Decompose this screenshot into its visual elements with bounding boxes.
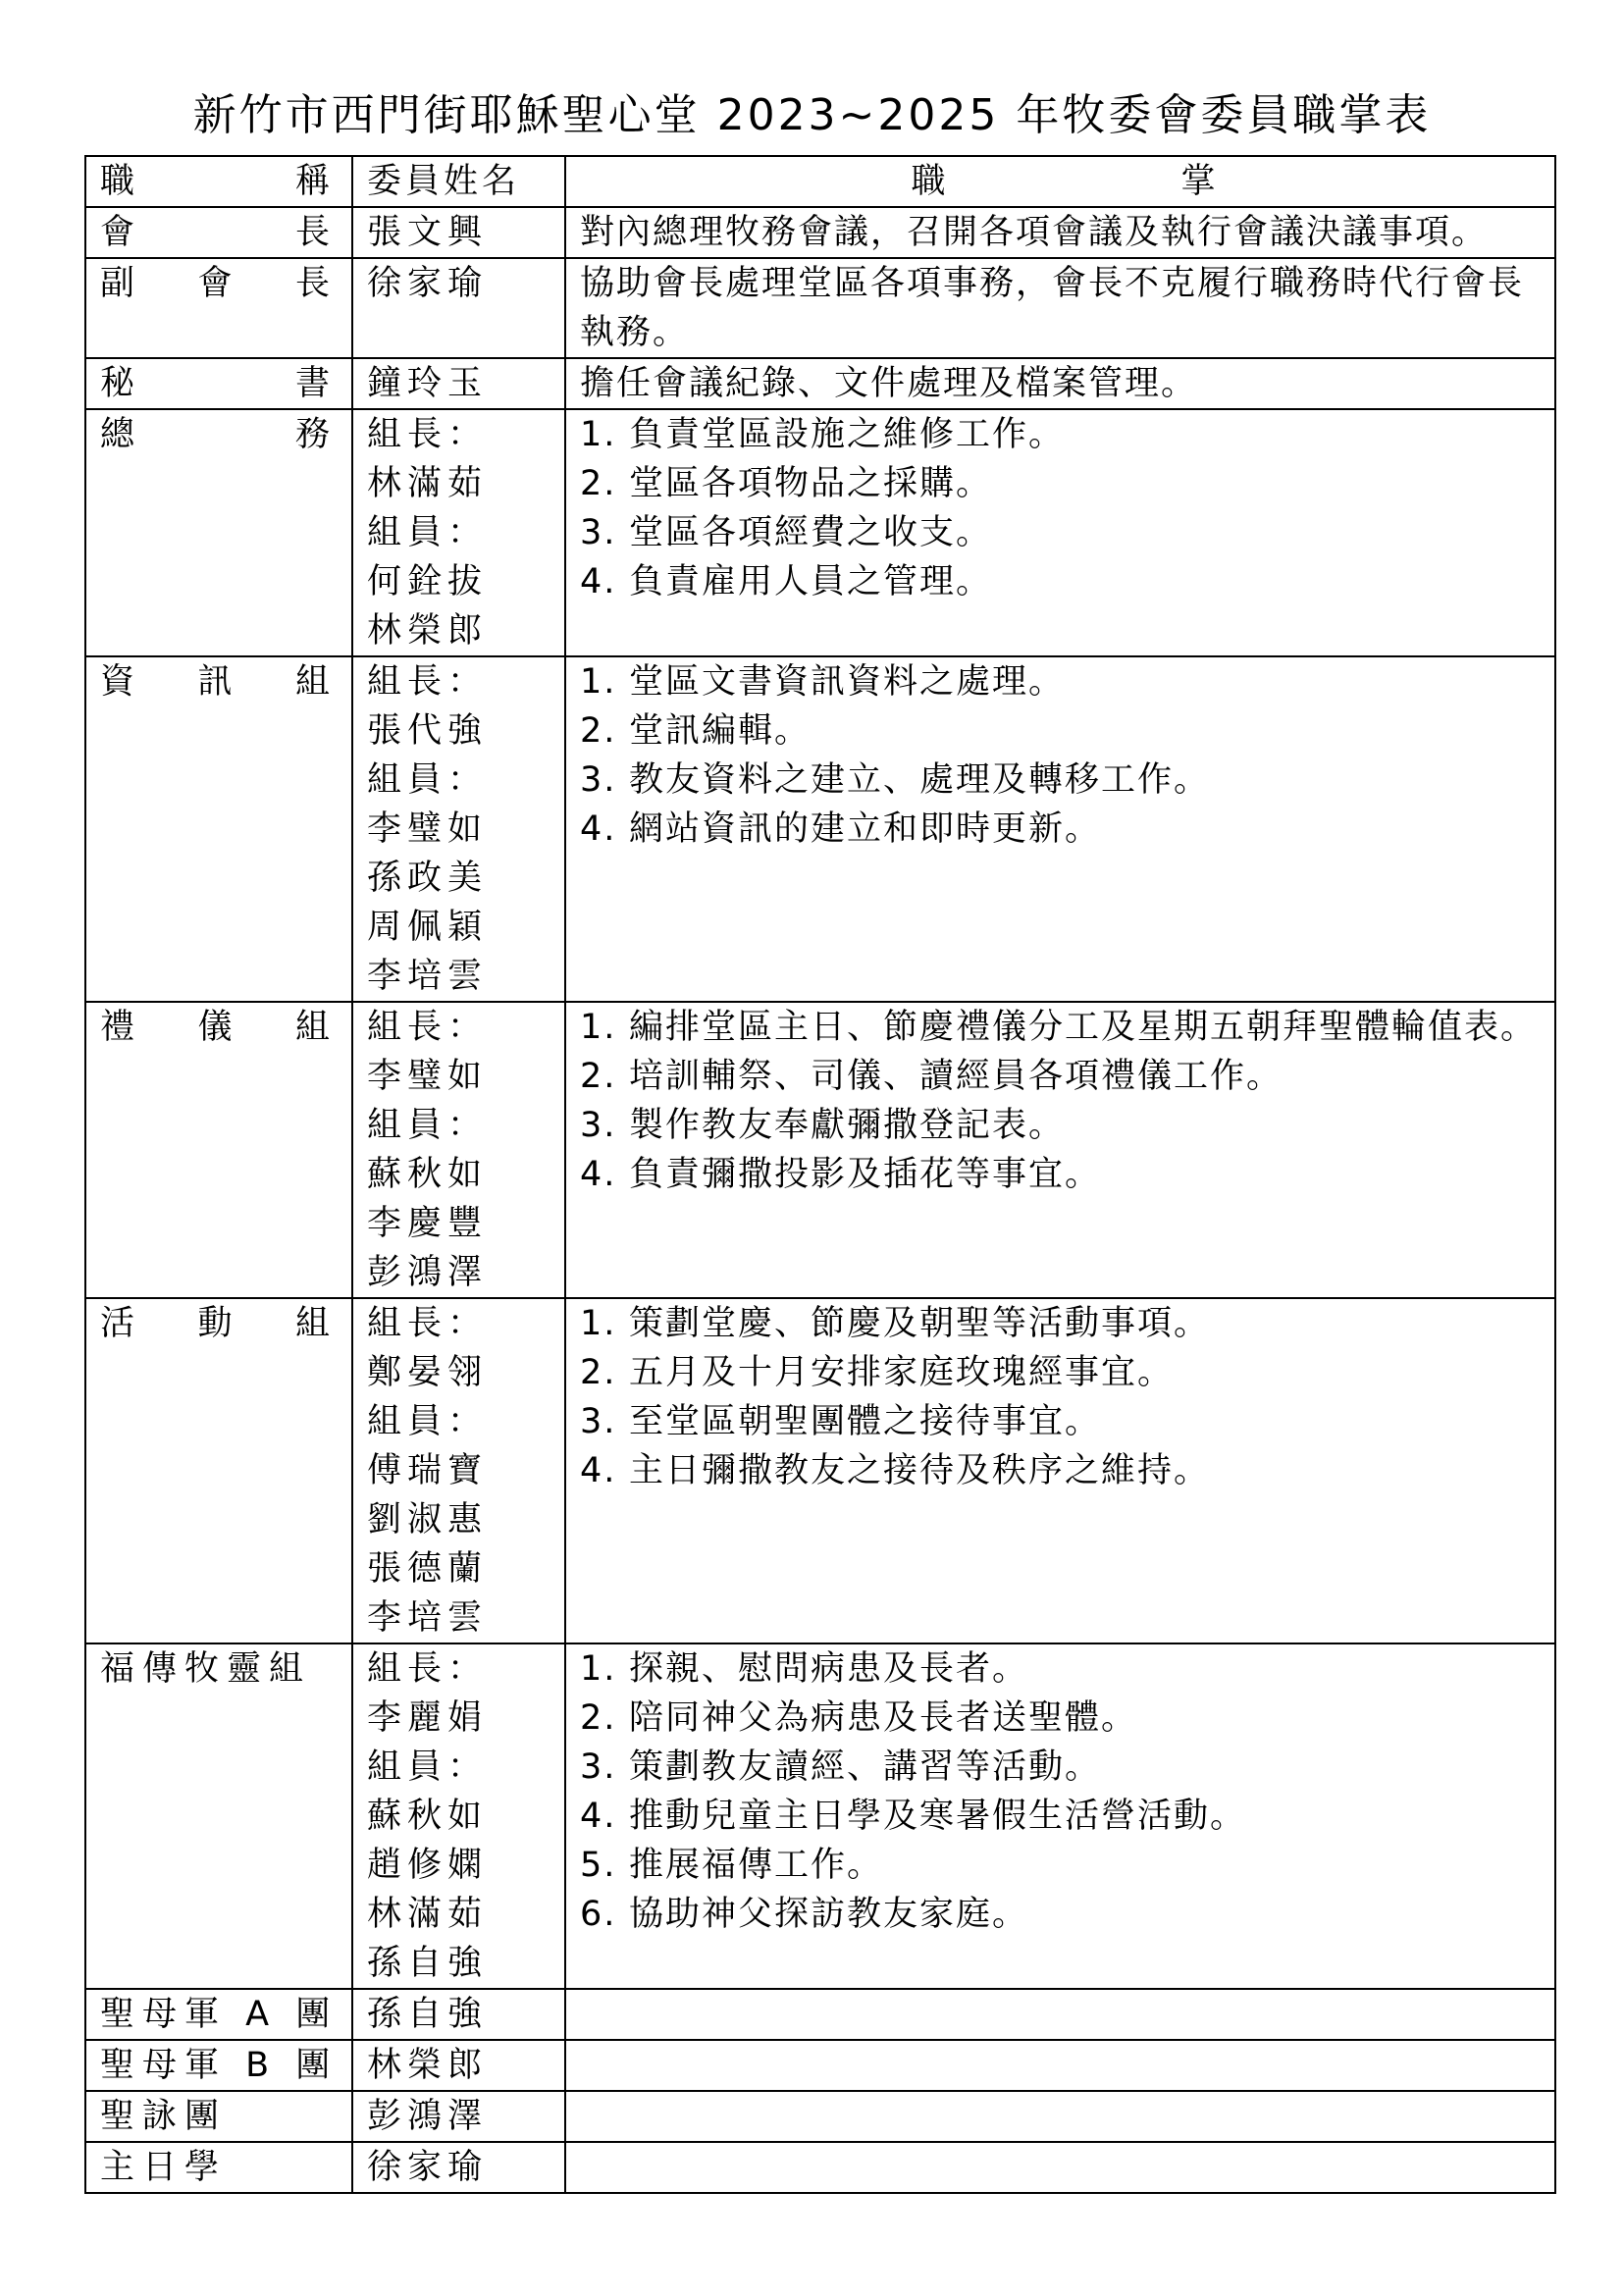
duty-table: [84, 155, 1556, 2194]
role-title-cell: [85, 656, 352, 1002]
duty-text: 教友資料之建立、處理及轉移工作。: [629, 760, 1211, 800]
duty-number: 2.: [580, 1698, 617, 1738]
table-row: [85, 2091, 1555, 2142]
duty-number: 2.: [580, 1057, 617, 1096]
duty-number: 4.: [580, 1451, 617, 1490]
table-row: [85, 207, 1555, 258]
role-title-char: 資: [100, 662, 135, 702]
role-title-cell: [85, 1298, 352, 1643]
table-row: [85, 358, 1555, 409]
duty-item: [580, 508, 1546, 557]
duty-item: [580, 1101, 1546, 1150]
duties-cell: [565, 1298, 1555, 1643]
member-names-cell: [352, 258, 565, 358]
duties-cell: [565, 258, 1555, 358]
member-name: 林滿茹: [367, 1895, 489, 1934]
duties-cell: [565, 656, 1555, 1002]
member-name: 徐家瑜: [367, 2148, 489, 2187]
duty-number: 1.: [580, 1304, 617, 1343]
duties-cell: [565, 358, 1555, 409]
role-title: 聖詠團: [100, 2097, 228, 2136]
role-title-char: 會: [100, 213, 135, 252]
role-title: 聖母軍 B 團: [100, 2046, 339, 2085]
role-title-cell: [85, 1643, 352, 1989]
member-name: 林榮郎: [367, 611, 489, 651]
duty-text: 陪同神父為病患及長者送聖體。: [629, 1698, 1138, 1738]
duty-text: 推動兒童主日學及寒暑假生活營活動。: [629, 1797, 1247, 1836]
table-row: [85, 1298, 1555, 1643]
member-names-cell: [352, 1989, 565, 2040]
duty-text: 負責堂區設施之維修工作。: [629, 415, 1066, 454]
duty-number: 1.: [580, 662, 617, 702]
duty-item: [580, 1743, 1546, 1792]
member-name: 李慶豐: [367, 1204, 489, 1243]
member-name: 李培雲: [367, 1598, 489, 1638]
member-names-cell: [352, 2142, 565, 2193]
duty-item: [580, 1446, 1546, 1495]
duties-cell: [565, 409, 1555, 656]
duty-number: 1.: [580, 1649, 617, 1689]
member-names-cell: [352, 2040, 565, 2091]
table-row: [85, 2142, 1555, 2193]
duty-item: [580, 657, 1546, 706]
table-row: [85, 1989, 1555, 2040]
duties-cell: [565, 2091, 1555, 2142]
duty-description: 對內總理牧務會議，召開各項會議及執行會議決議事項。: [580, 213, 1489, 252]
role-title: 聖母軍 A 團: [100, 1995, 339, 2034]
duty-item: [580, 1299, 1546, 1348]
duty-text: 堂訊編輯。: [629, 711, 812, 751]
member-name: 趙修嫻: [367, 1846, 489, 1885]
page-title: 新竹市西門街耶穌聖心堂 2023~2025 年牧委會委員職掌表: [192, 90, 1432, 140]
duty-text: 策劃堂慶、節慶及朝聖等活動事項。: [629, 1304, 1211, 1343]
header-names-label: 委員姓名: [367, 162, 521, 201]
member-name: 孫自強: [367, 1995, 489, 2034]
member-name: 鄭晏翎: [367, 1353, 489, 1392]
member-name: 李璧如: [367, 1057, 489, 1096]
role-title-char: 會: [197, 264, 233, 303]
header-names-cell: [352, 156, 565, 207]
duty-item: [580, 1150, 1546, 1199]
table-row: [85, 656, 1555, 1002]
member-name: 林榮郎: [367, 2046, 489, 2085]
duty-text: 製作教友奉獻彌撒登記表。: [629, 1106, 1066, 1145]
duty-number: 4.: [580, 809, 617, 849]
duty-item: [580, 1694, 1546, 1743]
duties-cell: [565, 207, 1555, 258]
duty-item: [580, 410, 1546, 459]
role-title-char: 儀: [197, 1008, 233, 1047]
member-name: 傅瑞寶: [367, 1451, 489, 1490]
duty-item: [580, 756, 1546, 805]
role-title-char: 動: [197, 1304, 233, 1343]
member-name: 徐家瑜: [367, 264, 489, 303]
duty-text: 協助神父探訪教友家庭。: [629, 1895, 1029, 1934]
duty-item: [580, 706, 1546, 756]
member-name: 李培雲: [367, 957, 489, 996]
table-row: [85, 2040, 1555, 2091]
duty-text: 策劃教友讀經、講習等活動。: [629, 1747, 1102, 1787]
member-name: 彭鴻澤: [367, 2097, 489, 2136]
member-name: 組長：: [367, 1649, 489, 1689]
table-body: [85, 156, 1555, 2193]
role-title-char: 秘: [100, 364, 135, 403]
member-name: 李璧如: [367, 809, 489, 849]
role-title: 主日學: [100, 2148, 228, 2187]
duty-number: 1.: [580, 415, 617, 454]
duty-number: 3.: [580, 760, 617, 800]
header-title-cell: [85, 156, 352, 207]
duty-text: 五月及十月安排家庭玫瑰經事宜。: [629, 1353, 1175, 1392]
member-name: 組長：: [367, 1008, 489, 1047]
duty-description: 擔任會議紀錄、文件處理及檔案管理。: [580, 364, 1198, 403]
duty-text: 負責雇用人員之管理。: [629, 562, 993, 601]
duty-item: [580, 1890, 1546, 1939]
duty-description: 協助會長處理堂區各項事務，會長不克履行職務時代行會長執務。: [580, 264, 1525, 352]
member-names-cell: [352, 409, 565, 656]
member-name: 周佩穎: [367, 908, 489, 947]
role-title-char: 活: [100, 1304, 135, 1343]
duty-text: 至堂區朝聖團體之接待事宜。: [629, 1402, 1102, 1441]
duty-number: 3.: [580, 1106, 617, 1145]
header-duties-cell: [565, 156, 1555, 207]
duty-item: [580, 1644, 1546, 1694]
role-title-cell: [85, 1002, 352, 1298]
duty-item: [580, 1792, 1546, 1841]
role-title-cell: [85, 2142, 352, 2193]
duty-item: [580, 1841, 1546, 1890]
role-title-char: 長: [294, 264, 330, 303]
duty-number: 4.: [580, 562, 617, 601]
duties-cell: [565, 1643, 1555, 1989]
role-title-char: 長: [294, 213, 330, 252]
duties-cell: [565, 1002, 1555, 1298]
duty-text: 編排堂區主日、節慶禮儀分工及星期五朝拜聖體輪值表。: [629, 1008, 1538, 1047]
role-title-char: 訊: [197, 662, 233, 702]
duty-number: 1.: [580, 1008, 617, 1047]
member-names-cell: [352, 207, 565, 258]
role-title-char: 組: [294, 662, 330, 702]
member-name: 組員：: [367, 760, 489, 800]
duty-number: 2.: [580, 711, 617, 751]
table-row: [85, 1643, 1555, 1989]
role-title-cell: [85, 2091, 352, 2142]
member-name: 劉淑惠: [367, 1500, 489, 1539]
duty-item: [580, 1052, 1546, 1101]
duty-text: 負責彌撒投影及插花等事宜。: [629, 1155, 1102, 1194]
duty-number: 3.: [580, 513, 617, 552]
duty-item: [580, 1003, 1546, 1052]
duty-text: 推展福傳工作。: [629, 1846, 884, 1885]
member-name: 蘇秋如: [367, 1797, 489, 1836]
duty-text: 網站資訊的建立和即時更新。: [629, 809, 1102, 849]
header-title-char: 職: [100, 162, 135, 201]
duty-text: 培訓輔祭、司儀、讀經員各項禮儀工作。: [629, 1057, 1283, 1096]
member-name: 組員：: [367, 1106, 489, 1145]
duties-cell: [565, 2142, 1555, 2193]
member-name: 組員：: [367, 1747, 489, 1787]
role-title-char: 副: [100, 264, 135, 303]
duty-item: [580, 805, 1546, 854]
duty-number: 5.: [580, 1846, 617, 1885]
duty-text: 堂區各項經費之收支。: [629, 513, 993, 552]
member-names-cell: [352, 1643, 565, 1989]
duty-item: [580, 1348, 1546, 1397]
duty-number: 2.: [580, 1353, 617, 1392]
duty-text: 堂區文書資訊資料之處理。: [629, 662, 1066, 702]
table-row: [85, 409, 1555, 656]
duty-text: 堂區各項物品之採購。: [629, 464, 993, 503]
duty-text: 探親、慰問病患及長者。: [629, 1649, 1029, 1689]
member-names-cell: [352, 2091, 565, 2142]
duty-number: 4.: [580, 1155, 617, 1194]
member-name: 張德蘭: [367, 1549, 489, 1589]
member-name: 孫自強: [367, 1944, 489, 1983]
member-name: 鐘玲玉: [367, 364, 489, 403]
member-name: 組長：: [367, 1304, 489, 1343]
member-names-cell: [352, 1298, 565, 1643]
member-name: 組長：: [367, 662, 489, 702]
member-name: 孫政美: [367, 859, 489, 898]
duty-text: 主日彌撒教友之接待及秩序之維持。: [629, 1451, 1211, 1490]
duty-item: [580, 557, 1546, 606]
duty-number: 3.: [580, 1747, 617, 1787]
role-title-char: 組: [294, 1304, 330, 1343]
duty-item: [580, 459, 1546, 508]
member-name: 張文興: [367, 213, 489, 252]
duties-cell: [565, 1989, 1555, 2040]
role-title-char: 務: [294, 415, 330, 454]
role-title-cell: [85, 207, 352, 258]
role-title-cell: [85, 2040, 352, 2091]
table-row: [85, 258, 1555, 358]
member-name: 組員：: [367, 513, 489, 552]
member-name: 蘇秋如: [367, 1155, 489, 1194]
duties-cell: [565, 2040, 1555, 2091]
role-title-char: 總: [100, 415, 135, 454]
role-title: 福傳牧靈組: [100, 1649, 312, 1689]
role-title-cell: [85, 409, 352, 656]
header-row: [85, 156, 1555, 207]
duty-item: [580, 1397, 1546, 1446]
member-name: 組員：: [367, 1402, 489, 1441]
duty-number: 2.: [580, 464, 617, 503]
header-duties-char: 職: [911, 162, 946, 201]
duty-number: 6.: [580, 1895, 617, 1934]
member-name: 組長：: [367, 415, 489, 454]
role-title-cell: [85, 258, 352, 358]
member-name: 張代強: [367, 711, 489, 751]
table-row: [85, 1002, 1555, 1298]
member-names-cell: [352, 656, 565, 1002]
role-title-char: 書: [294, 364, 330, 403]
member-name: 何銓拔: [367, 562, 489, 601]
member-names-cell: [352, 1002, 565, 1298]
role-title-cell: [85, 358, 352, 409]
member-name: 林滿茹: [367, 464, 489, 503]
duty-number: 3.: [580, 1402, 617, 1441]
role-title-char: 組: [294, 1008, 330, 1047]
member-name: 彭鴻澤: [367, 1253, 489, 1292]
role-title-char: 禮: [100, 1008, 135, 1047]
header-duties-char: 掌: [1180, 162, 1216, 201]
header-title-char: 稱: [294, 162, 330, 201]
member-names-cell: [352, 358, 565, 409]
role-title-cell: [85, 1989, 352, 2040]
duty-number: 4.: [580, 1797, 617, 1836]
member-name: 李麗娟: [367, 1698, 489, 1738]
